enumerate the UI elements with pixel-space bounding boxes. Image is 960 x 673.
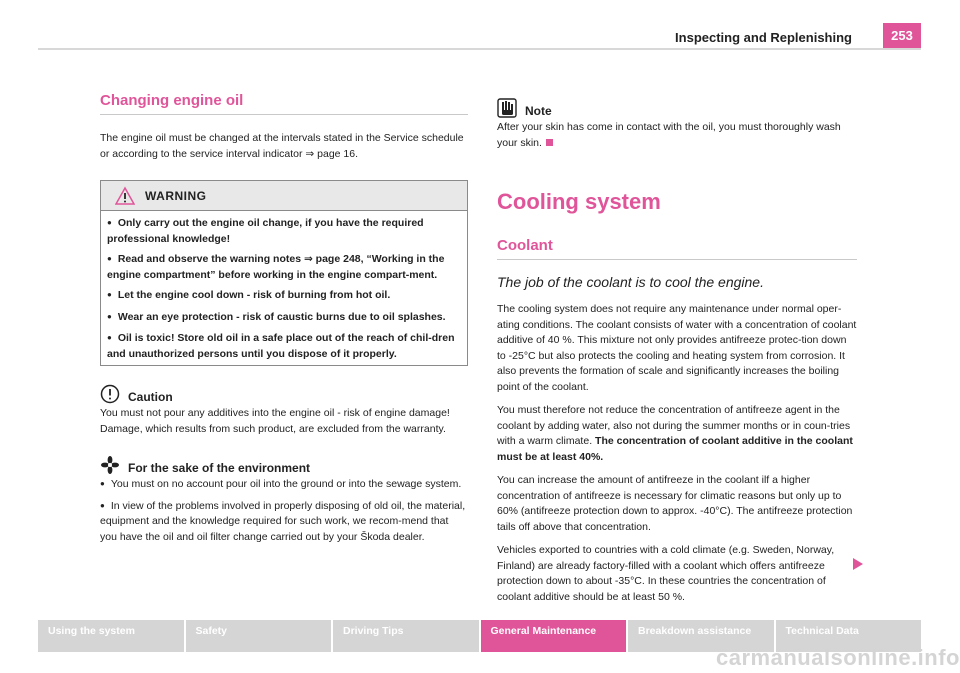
caution-title: Caution: [128, 390, 173, 404]
tab-technical-data[interactable]: Technical Data: [776, 620, 922, 652]
next-page-arrow-icon[interactable]: [853, 558, 863, 570]
caution-text: You must not pour any additives into the engine oil - risk of engine damage! Damage, which results from such product, are excluded from the warranty.: [100, 407, 450, 435]
environment-list: [100, 477, 468, 545]
environment-header: [100, 455, 468, 475]
coolant-paragraph-3: You can increase the amount of antifreeze in the coolant ilf a higher concentration of antifreeze is necessary for climatic reasons but only up to 60% (antifreeze protection down to approx. -40°C). The antifreeze protection tails off above that concentration.: [497, 474, 853, 533]
note-header: [497, 98, 857, 118]
coolant-heading: Coolant: [497, 237, 857, 260]
tab-safety[interactable]: Safety: [186, 620, 332, 652]
environment-flower-icon: [100, 455, 120, 475]
coolant-paragraph-4: Vehicles exported to countries with a cold climate (e.g. Sweden, Norway, Finland) are already factory-filled with a coolant which offers antifreeze protection down to about -35°C. In these countries the concentration of coolant additive should be at least 50 %.: [497, 544, 835, 603]
coolant-paragraph-2-text: You must therefore not reduce the concentration of antifreeze agent in the coolant by adding water, also not during the summer months or in coun-tries with a warm climate.: [497, 404, 851, 447]
note-text: [497, 120, 857, 151]
end-mark-icon: [546, 139, 553, 146]
warning-box: [100, 180, 468, 366]
warning-item: ● Let the engine cool down - risk of burning from hot oil.: [107, 288, 461, 304]
tab-using-the-system[interactable]: Using the system: [38, 620, 184, 652]
warning-item: ● Oil is toxic! Store old oil in a safe place out of the reach of chil-dren and unauthorized persons until you dispose of it properly.: [107, 331, 461, 361]
left-column: [100, 92, 468, 551]
intro-paragraph: The engine oil must be changed at the intervals stated in the Service schedule or according to the service interval indicator ⇒ page 16.: [100, 132, 464, 160]
coolant-lead: The job of the coolant is to cool the engine.: [497, 274, 764, 290]
header-title: Inspecting and Replenishing: [675, 30, 852, 45]
tab-breakdown-assistance[interactable]: Breakdown assistance: [628, 620, 774, 652]
coolant-paragraph-2: [497, 403, 857, 465]
note-title: Note: [525, 104, 552, 118]
coolant-paragraph-2-bold: The concentration of coolant additive in the coolant must be at least 40%.: [497, 435, 853, 463]
caution-icon: [100, 384, 120, 404]
warning-item: ● Read and observe the warning notes ⇒ page 248, “Working in the engine compartment” before working in the engine compart-ment.: [107, 252, 461, 282]
environment-item: ● In view of the problems involved in properly disposing of old oil, the material, equipment and the knowledge required for such work, we recom-mend that you have the oil and oil filter change carried out by your Škoda dealer.: [100, 499, 468, 546]
tab-general-maintenance[interactable]: General Maintenance: [481, 620, 627, 652]
warning-body: [101, 211, 467, 365]
caution-header: [100, 384, 468, 404]
warning-item: ● Only carry out the engine oil change, if you have the required professional knowledge!: [107, 216, 461, 246]
header-divider: [38, 48, 921, 50]
coolant-paragraph-1: The cooling system does not require any maintenance under normal oper-ating conditions. The coolant consists of water with a concentration of coolant additive of 40 %. This mixture not only provides antifreeze protec-tion down to -25°C but also protects the cooling and heating system from corrosion. It also prevents the formation of scale and significantly increases the boiling point of the coolant.: [497, 303, 857, 393]
tab-driving-tips[interactable]: Driving Tips: [333, 620, 479, 652]
page-number: 253: [883, 23, 921, 49]
watermark: carmanualsonline.info: [716, 645, 960, 670]
warning-title: WARNING: [145, 188, 207, 203]
environment-title: For the sake of the environment: [128, 461, 311, 475]
note-hand-icon: [497, 98, 517, 118]
warning-triangle-icon: [115, 186, 135, 206]
warning-item: ● Wear an eye protection - risk of caustic burns due to oil splashes.: [107, 310, 461, 326]
note-text-body: After your skin has come in contact with the oil, you must thoroughly wash your skin.: [497, 121, 841, 149]
right-column: [497, 98, 857, 605]
warning-header: [101, 181, 467, 211]
environment-item: ● You must on no account pour oil into the ground or into the sewage system.: [100, 477, 468, 493]
changing-engine-oil-heading: Changing engine oil: [100, 92, 468, 115]
cooling-system-title: Cooling system: [497, 189, 661, 214]
